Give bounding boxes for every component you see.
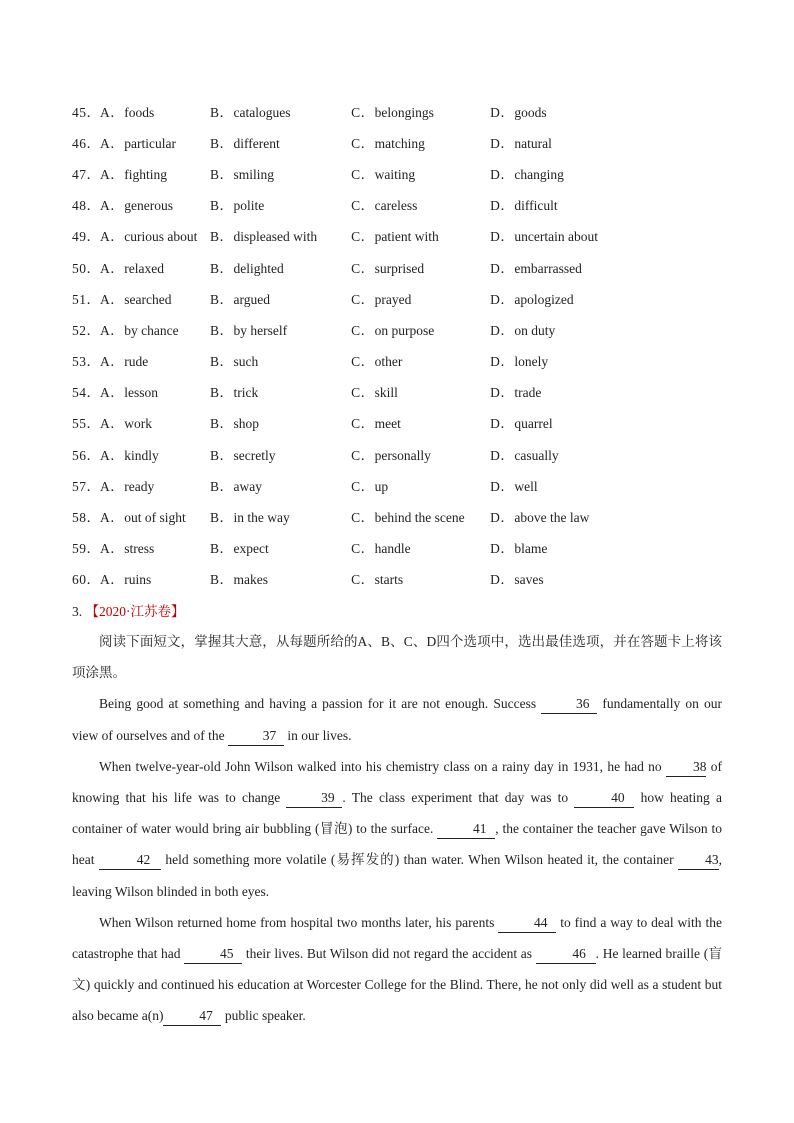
option-letter: C． xyxy=(351,104,375,120)
option-text: ready xyxy=(124,478,155,494)
option-b xyxy=(210,251,351,282)
option-text: patient with xyxy=(374,229,439,245)
text-segment: of knowing that his life was to change xyxy=(72,758,723,806)
option-c xyxy=(351,469,490,500)
passage-paragraph-2 xyxy=(72,751,722,907)
option-b xyxy=(210,95,351,126)
option-letter: C． xyxy=(351,478,375,494)
question-row xyxy=(72,313,732,344)
question-number: 57 xyxy=(72,478,87,494)
option-text: stress xyxy=(124,541,155,557)
option-a xyxy=(72,500,210,531)
option-text: above the law xyxy=(514,510,590,526)
option-d xyxy=(490,532,732,563)
option-letter: C． xyxy=(351,385,375,401)
option-text: fighting xyxy=(124,166,167,182)
blank-43: 43 xyxy=(678,851,719,870)
option-a xyxy=(72,376,210,407)
number-dot: ． xyxy=(86,478,100,494)
option-a xyxy=(72,313,210,344)
option-letter: C． xyxy=(351,510,375,526)
question-row xyxy=(72,438,732,469)
option-letter: C． xyxy=(351,135,375,151)
question-row xyxy=(72,500,732,531)
option-text: up xyxy=(374,478,389,494)
question-number: 59 xyxy=(72,541,87,557)
option-c xyxy=(351,345,490,376)
option-a xyxy=(72,220,210,251)
options-body xyxy=(72,95,732,594)
option-letter: C． xyxy=(351,541,375,557)
option-text: apologized xyxy=(514,291,574,307)
option-text: matching xyxy=(374,135,425,151)
option-c xyxy=(351,532,490,563)
option-letter: B． xyxy=(210,291,234,307)
option-d xyxy=(490,126,732,157)
option-letter: A． xyxy=(100,447,125,463)
option-text: by herself xyxy=(233,322,288,338)
option-letter: A． xyxy=(100,260,125,276)
option-letter: D． xyxy=(490,385,515,401)
question-row xyxy=(72,376,732,407)
option-text: surprised xyxy=(374,260,425,276)
option-letter: D． xyxy=(490,198,515,214)
option-a xyxy=(72,126,210,157)
option-letter: A． xyxy=(100,291,125,307)
question-number: 58 xyxy=(72,510,87,526)
question-number: 52 xyxy=(72,322,87,338)
option-a xyxy=(72,189,210,220)
text-segment: . He learned braille (盲文) quickly and continued his education at Worcester College for the Blind. There, he not only did well as a student but also became a(n) xyxy=(72,946,722,1024)
option-a xyxy=(72,345,210,376)
blank-46: 46 xyxy=(536,945,596,964)
question-number: 60 xyxy=(72,572,87,588)
blank-42: 42 xyxy=(99,851,161,870)
option-letter: D． xyxy=(490,541,515,557)
option-letter: B． xyxy=(210,572,234,588)
option-text: waiting xyxy=(374,166,416,182)
option-d xyxy=(490,438,732,469)
option-c xyxy=(351,407,490,438)
option-b xyxy=(210,407,351,438)
option-text: belongings xyxy=(374,104,434,120)
option-text: foods xyxy=(124,104,155,120)
option-letter: D． xyxy=(490,572,515,588)
option-b xyxy=(210,563,351,594)
option-text: well xyxy=(514,478,538,494)
option-a xyxy=(72,438,210,469)
option-c xyxy=(351,500,490,531)
option-text: behind the scene xyxy=(374,510,465,526)
option-letter: A． xyxy=(100,104,125,120)
question-number: 48 xyxy=(72,198,87,214)
option-d xyxy=(490,313,732,344)
option-c xyxy=(351,282,490,313)
option-d xyxy=(490,220,732,251)
passage-paragraph-3 xyxy=(72,907,722,1032)
option-d xyxy=(490,345,732,376)
option-text: uncertain about xyxy=(514,229,598,245)
option-letter: D． xyxy=(490,135,515,151)
text-segment: in our lives. xyxy=(283,727,352,743)
option-letter: C． xyxy=(351,166,375,182)
number-dot: ． xyxy=(86,166,100,182)
option-b xyxy=(210,469,351,500)
option-c xyxy=(351,438,490,469)
option-c xyxy=(351,313,490,344)
option-b xyxy=(210,532,351,563)
question-row xyxy=(72,563,732,594)
section-heading xyxy=(72,600,185,620)
option-letter: D． xyxy=(490,260,515,276)
option-letter: C． xyxy=(351,229,375,245)
option-d xyxy=(490,282,732,313)
option-text: lonely xyxy=(514,354,549,370)
option-b xyxy=(210,438,351,469)
option-letter: D． xyxy=(490,354,515,370)
question-row xyxy=(72,469,732,500)
option-text: polite xyxy=(233,198,265,214)
option-text: different xyxy=(233,135,280,151)
option-text: catalogues xyxy=(233,104,291,120)
option-a xyxy=(72,407,210,438)
option-text: out of sight xyxy=(124,510,186,526)
option-d xyxy=(490,407,732,438)
option-d xyxy=(490,157,732,188)
option-a xyxy=(72,282,210,313)
option-letter: B． xyxy=(210,260,234,276)
blank-38: 38 xyxy=(666,758,707,777)
option-text: generous xyxy=(124,198,173,214)
option-letter: A． xyxy=(100,135,125,151)
option-text: kindly xyxy=(124,447,159,463)
option-c xyxy=(351,157,490,188)
number-dot: ． xyxy=(86,416,100,432)
text-segment: public speaker. xyxy=(221,1008,306,1024)
blank-40: 40 xyxy=(574,789,634,808)
number-dot: ． xyxy=(86,229,100,245)
question-row xyxy=(72,157,732,188)
option-letter: A． xyxy=(100,198,125,214)
number-dot: ． xyxy=(86,385,100,401)
number-dot: ． xyxy=(86,322,100,338)
option-letter: C． xyxy=(351,322,375,338)
option-letter: D． xyxy=(490,510,515,526)
option-text: skill xyxy=(374,385,398,401)
option-letter: A． xyxy=(100,385,125,401)
instruction-paragraph: 阅读下面短文，掌握其大意，从每题所给的A、B、C、D四个选项中，选出最佳选项，并在答题卡上将该项涂黑。 xyxy=(72,634,722,681)
option-letter: B． xyxy=(210,354,234,370)
number-dot: ． xyxy=(86,510,100,526)
option-c xyxy=(351,189,490,220)
option-text: lesson xyxy=(124,385,158,401)
question-row xyxy=(72,532,732,563)
options-table xyxy=(72,95,732,594)
option-letter: B． xyxy=(210,198,234,214)
blank-41: 41 xyxy=(437,820,495,839)
option-text: expect xyxy=(233,541,269,557)
text-segment: , the container the teacher gave Wilson to heat xyxy=(72,821,722,868)
option-text: shop xyxy=(233,416,260,432)
option-text: relaxed xyxy=(124,260,164,276)
option-b xyxy=(210,500,351,531)
option-letter: C． xyxy=(351,291,375,307)
option-letter: C． xyxy=(351,416,375,432)
option-letter: D． xyxy=(490,447,515,463)
option-letter: B． xyxy=(210,510,234,526)
option-letter: A． xyxy=(100,541,125,557)
blank-44: 44 xyxy=(498,914,556,933)
option-text: delighted xyxy=(233,260,284,276)
option-letter: A． xyxy=(100,572,125,588)
number-dot: ． xyxy=(86,198,100,214)
option-letter: C． xyxy=(351,447,375,463)
option-letter: B． xyxy=(210,478,234,494)
text-segment: to find a way to deal with the catastrophe that had xyxy=(72,914,722,962)
number-dot: ． xyxy=(86,572,100,588)
option-text: quarrel xyxy=(514,416,553,432)
option-text: trick xyxy=(233,385,259,401)
option-text: on duty xyxy=(514,322,556,338)
option-letter: D． xyxy=(490,322,515,338)
blank-45: 45 xyxy=(184,945,242,964)
option-text: saves xyxy=(514,572,544,588)
option-c xyxy=(351,220,490,251)
option-text: meet xyxy=(374,416,401,432)
option-c xyxy=(351,563,490,594)
option-letter: A． xyxy=(100,166,125,182)
option-a xyxy=(72,251,210,282)
option-d xyxy=(490,189,732,220)
option-text: prayed xyxy=(374,291,412,307)
option-text: rude xyxy=(124,354,149,370)
blank-37: 37 xyxy=(228,727,284,746)
blank-36: 36 xyxy=(541,695,597,714)
question-row xyxy=(72,220,732,251)
option-d xyxy=(490,376,732,407)
number-dot: ． xyxy=(86,260,100,276)
option-text: such xyxy=(233,354,259,370)
question-row xyxy=(72,189,732,220)
option-text: particular xyxy=(124,135,176,151)
option-letter: D． xyxy=(490,478,515,494)
option-text: work xyxy=(124,416,152,432)
option-letter: B． xyxy=(210,229,234,245)
section-source: 【2020·江苏卷】 xyxy=(85,604,185,619)
option-letter: B． xyxy=(210,385,234,401)
option-text: displeased with xyxy=(233,229,318,245)
option-letter: A． xyxy=(100,322,125,338)
option-d xyxy=(490,563,732,594)
number-dot: ． xyxy=(86,541,100,557)
option-letter: B． xyxy=(210,166,234,182)
option-letter: C． xyxy=(351,198,375,214)
option-letter: C． xyxy=(351,260,375,276)
option-text: argued xyxy=(233,291,271,307)
option-a xyxy=(72,157,210,188)
blank-47: 47 xyxy=(163,1007,221,1026)
option-letter: A． xyxy=(100,229,125,245)
text-segment: Being good at something and having a passion for it are not enough. Success xyxy=(99,696,542,712)
option-letter: A． xyxy=(100,354,125,370)
number-dot: ． xyxy=(86,291,100,307)
text-segment: , leaving Wilson blinded in both eyes. xyxy=(72,852,722,899)
option-text: starts xyxy=(374,572,404,588)
option-text: changing xyxy=(514,166,564,182)
option-letter: B． xyxy=(210,416,234,432)
option-letter: D． xyxy=(490,229,515,245)
option-letter: B． xyxy=(210,104,234,120)
option-a xyxy=(72,563,210,594)
question-number: 49 xyxy=(72,229,87,245)
option-text: careless xyxy=(374,198,418,214)
option-text: difficult xyxy=(514,198,558,214)
question-row xyxy=(72,282,732,313)
question-row xyxy=(72,126,732,157)
number-dot: ． xyxy=(86,135,100,151)
question-row xyxy=(72,407,732,438)
text-segment: fundamentally on our view of ourselves and of the xyxy=(72,696,722,743)
option-text: searched xyxy=(124,291,172,307)
option-b xyxy=(210,376,351,407)
option-b xyxy=(210,282,351,313)
option-text: away xyxy=(233,478,263,494)
option-text: embarrassed xyxy=(514,260,582,276)
option-d xyxy=(490,469,732,500)
option-b xyxy=(210,126,351,157)
option-text: handle xyxy=(374,541,411,557)
option-text: personally xyxy=(374,447,431,463)
option-letter: A． xyxy=(100,416,125,432)
option-d xyxy=(490,95,732,126)
question-number: 55 xyxy=(72,416,87,432)
option-text: other xyxy=(374,354,403,370)
question-number: 53 xyxy=(72,354,87,370)
question-number: 51 xyxy=(72,291,87,307)
option-d xyxy=(490,500,732,531)
question-row xyxy=(72,95,732,126)
option-d xyxy=(490,251,732,282)
question-number: 54 xyxy=(72,385,87,401)
option-c xyxy=(351,376,490,407)
option-b xyxy=(210,220,351,251)
question-number: 46 xyxy=(72,135,87,151)
option-a xyxy=(72,532,210,563)
option-a xyxy=(72,95,210,126)
question-number: 47 xyxy=(72,166,87,182)
text-segment: their lives. But Wilson did not regard the accident as xyxy=(242,946,536,962)
number-dot: ． xyxy=(86,104,100,120)
option-text: natural xyxy=(514,135,552,151)
reading-passage xyxy=(72,626,722,1032)
text-segment: how heating a container of water would bring air bubbling (冒泡) to the surface. xyxy=(72,790,722,837)
option-b xyxy=(210,189,351,220)
question-row xyxy=(72,345,732,376)
option-letter: D． xyxy=(490,166,515,182)
text-segment: When twelve-year-old John Wilson walked into his chemistry class on a rainy day in 1931, he had no xyxy=(99,758,666,774)
option-text: casually xyxy=(514,447,559,463)
option-text: makes xyxy=(233,572,269,588)
option-letter: A． xyxy=(100,510,125,526)
passage-paragraph-1 xyxy=(72,688,722,750)
option-letter: D． xyxy=(490,291,515,307)
option-letter: B． xyxy=(210,135,234,151)
option-text: smiling xyxy=(233,166,275,182)
option-letter: D． xyxy=(490,416,515,432)
option-c xyxy=(351,126,490,157)
number-dot: ． xyxy=(86,354,100,370)
option-text: curious about xyxy=(124,229,198,245)
text-segment: held something more volatile (易挥发的) than water. When Wilson heated it, the container xyxy=(160,852,679,868)
option-letter: C． xyxy=(351,354,375,370)
number-dot: ． xyxy=(86,447,100,463)
text-segment: . The class experiment that day was to xyxy=(342,790,575,806)
option-text: by chance xyxy=(124,322,179,338)
question-number: 50 xyxy=(72,260,87,276)
option-text: on purpose xyxy=(374,322,435,338)
option-c xyxy=(351,95,490,126)
option-text: trade xyxy=(514,385,542,401)
option-letter: B． xyxy=(210,322,234,338)
option-letter: C． xyxy=(351,572,375,588)
option-text: goods xyxy=(514,104,547,120)
option-letter: B． xyxy=(210,447,234,463)
text-segment: When Wilson returned home from hospital two months later, his parents xyxy=(99,914,499,930)
section-number: 3. xyxy=(72,604,83,619)
option-text: blame xyxy=(514,541,548,557)
question-number: 45 xyxy=(72,104,87,120)
question-row xyxy=(72,251,732,282)
blank-39: 39 xyxy=(286,789,342,808)
option-text: secretly xyxy=(233,447,276,463)
option-letter: B． xyxy=(210,541,234,557)
option-text: in the way xyxy=(233,510,290,526)
option-letter: D． xyxy=(490,104,515,120)
option-text: ruins xyxy=(124,572,152,588)
option-b xyxy=(210,313,351,344)
option-a xyxy=(72,469,210,500)
option-c xyxy=(351,251,490,282)
option-letter: A． xyxy=(100,478,125,494)
question-number: 56 xyxy=(72,447,87,463)
option-b xyxy=(210,157,351,188)
option-b xyxy=(210,345,351,376)
